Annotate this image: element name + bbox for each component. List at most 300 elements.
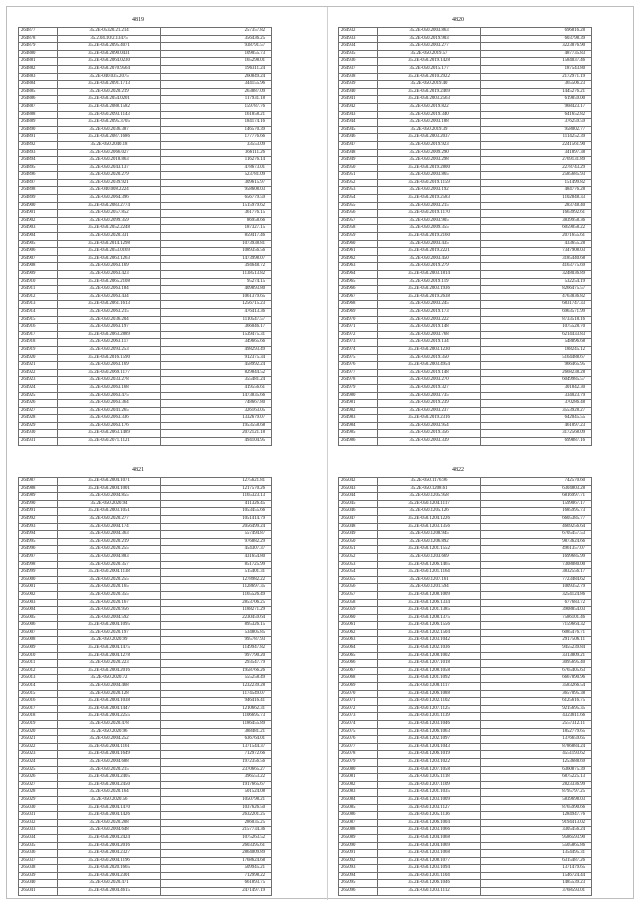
table-row (339, 73, 592, 81)
table-row (339, 698, 592, 706)
code-cell: 35.2E-050.2093.1143 (58, 111, 161, 119)
code-cell: 35.2E-050.2004.648 (58, 827, 161, 835)
code-cell: 35.2E-050.2019.350 (378, 354, 481, 362)
row-id-cell: 264967 (339, 293, 378, 301)
code-cell: 35.2E-050.2099.359 (58, 217, 161, 225)
code-cell: 35.2E-050.2019.134 (378, 339, 481, 347)
row-id-cell: 265046 (339, 508, 378, 516)
amount-cell: 3657095.38 (481, 690, 592, 698)
row-id-cell: 265010 (19, 652, 58, 660)
amount-cell: 1089356.56 (161, 248, 272, 256)
table-row (19, 629, 272, 637)
row-id-cell: 265018 (19, 713, 58, 721)
row-id-cell: 265068 (339, 675, 378, 683)
row-id-cell: 265061 (339, 622, 378, 630)
code-cell: 35.2E-050.2003.768 (378, 331, 481, 339)
table-row (339, 781, 592, 789)
code-cell: 35.2E-050.2020.478 (58, 721, 161, 729)
table-row (19, 400, 272, 408)
table-row (339, 872, 592, 880)
table-row (339, 478, 592, 486)
code-cell: 35.2E-050.2019.356 (378, 430, 481, 438)
amount-cell: 6605385.77 (481, 515, 592, 523)
code-cell: 35.2E-050.2020.99 (58, 637, 161, 645)
row-id-cell: 265067 (339, 667, 378, 675)
code-cell: 35.2E-050.2004.2424 (58, 834, 161, 842)
amount-cell: 283748.40 (481, 202, 592, 210)
code-cell: 35.2E-050.2004.1196 (58, 857, 161, 865)
amount-cell: 4669256.64 (481, 523, 592, 531)
amount-cell: 1546724.44 (481, 872, 592, 880)
table-row (19, 354, 272, 362)
code-cell: 35.2E-050.2020.215 (58, 766, 161, 774)
table-row (19, 789, 272, 797)
amount-cell: 2603395.61 (161, 842, 272, 850)
table-row (19, 812, 272, 820)
table-row (339, 645, 592, 653)
table-row (339, 523, 592, 531)
table-panel-2 (338, 16, 585, 446)
amount-cell: 2668238.28 (481, 369, 592, 377)
row-id-cell: 265044 (339, 493, 378, 501)
code-cell: 35.2E-050.1202.1504 (378, 629, 481, 637)
amount-cell: 6963571.99 (481, 308, 592, 316)
table-row (19, 508, 272, 516)
row-id-cell: 264970 (339, 316, 378, 324)
table-row (19, 736, 272, 744)
row-id-cell: 264939 (339, 81, 378, 89)
amount-cell: 6214433.83 (481, 331, 592, 339)
row-id-cell: 264989 (19, 493, 58, 501)
amount-cell: 1663992.61 (481, 210, 592, 218)
amount-cell: 6059058.22 (481, 225, 592, 233)
table-row (19, 546, 272, 554)
code-cell: 35.2E-050.2019.2160 (378, 233, 481, 241)
amount-cell: 1332679.07 (161, 415, 272, 423)
code-cell: 35.2E-050.2020.94 (58, 500, 161, 508)
row-id-cell: 264943 (339, 111, 378, 119)
table-row (339, 842, 592, 850)
row-id-cell: 264916 (19, 324, 58, 332)
row-id-cell: 265032 (19, 819, 58, 827)
table-row (339, 172, 592, 180)
amount-cell: 1485539.23 (481, 880, 592, 888)
row-id-cell: 264938 (339, 73, 378, 81)
code-cell: 35.2E-050.2061.1613 (58, 301, 161, 309)
code-cell: 35.2E-050.2019.2316 (378, 415, 481, 423)
amount-cell: 366046.17 (161, 324, 272, 332)
row-id-cell: 265059 (339, 607, 378, 615)
amount-cell: 349665.66 (161, 339, 272, 347)
code-cell: 35.2E-050.2003.1814 (378, 271, 481, 279)
amount-cell: 1515979.62 (161, 202, 272, 210)
row-id-cell: 264918 (19, 339, 58, 347)
table-row (19, 781, 272, 789)
table-row (19, 377, 272, 385)
row-id-cell: 265075 (339, 728, 378, 736)
code-cell: 35.2E-050.1201.1385 (378, 607, 481, 615)
table-row (339, 561, 592, 569)
table-row (339, 796, 592, 804)
table-row (339, 286, 592, 294)
table-row (19, 362, 272, 370)
table-row (339, 766, 592, 774)
row-id-cell: 265028 (19, 789, 58, 797)
row-id-cell: 265096 (339, 888, 378, 896)
code-cell: 35.2E-050.2003.865 (378, 172, 481, 180)
row-id-cell: 264934 (339, 43, 378, 51)
table-row (19, 149, 272, 157)
amount-cell: 188245.12 (481, 346, 592, 354)
amount-cell: 1539475.31 (161, 331, 272, 339)
table-row (19, 842, 272, 850)
amount-cell: 3768593.01 (481, 888, 592, 896)
amount-cell: 1958766.26 (161, 667, 272, 675)
table-row (339, 377, 592, 385)
row-id-cell: 265037 (19, 857, 58, 865)
row-id-cell: 264984 (339, 422, 378, 430)
row-id-cell: 265078 (339, 751, 378, 759)
amount-cell: 1232239.28 (161, 683, 272, 691)
code-cell: 35.2E-050.2004.2327 (58, 850, 161, 858)
amount-cell: 603798.39 (481, 35, 592, 43)
amount-cell: 334023.79 (481, 392, 592, 400)
code-cell: 35.2E-050.1206.1063 (378, 728, 481, 736)
code-cell: 35.2E-050.2019.57 (378, 50, 481, 58)
row-id-cell: 265057 (339, 591, 378, 599)
row-id-cell: 265039 (19, 872, 58, 880)
code-cell: 35.2E-050.1207.1125 (378, 705, 481, 713)
row-id-cell: 264947 (339, 141, 378, 149)
code-cell: 35.2E-050.2063.169 (58, 362, 161, 370)
row-id-cell: 264880 (19, 50, 58, 58)
row-id-cell: 264959 (339, 233, 378, 241)
code-cell: 35.2E-050.2009.290 (378, 149, 481, 157)
amount-cell: 6667890.96 (481, 675, 592, 683)
table-row (339, 354, 592, 362)
table-row (339, 301, 592, 309)
row-id-cell: 264893 (19, 149, 58, 157)
code-cell: 35.2E-050.2039.921 (58, 179, 161, 187)
row-id-cell: 264971 (339, 324, 378, 332)
table-row (339, 35, 592, 43)
code-cell: 35.2E-050.2052.2248 (58, 225, 161, 233)
data-table (18, 27, 272, 446)
amount-cell: 5505865.86 (481, 842, 592, 850)
row-id-cell: 265023 (19, 751, 58, 759)
amount-cell: 3553928.27 (481, 407, 592, 415)
code-cell: 35.2E-050.2004.1161 (58, 743, 161, 751)
amount-cell: 1165526.49 (161, 591, 272, 599)
table-row (339, 774, 592, 782)
table-row (339, 308, 592, 316)
amount-cell: 532254.19 (481, 278, 592, 286)
row-id-cell: 264952 (339, 179, 378, 187)
amount-cell: 995787.93 (161, 637, 272, 645)
amount-cell: 431654.80 (161, 553, 272, 561)
row-id-cell: 265062 (339, 629, 378, 637)
table-row (339, 240, 592, 248)
row-id-cell: 265013 (19, 675, 58, 683)
code-cell: 35.2E-050.2003.298 (378, 157, 481, 165)
row-id-cell: 264892 (19, 141, 58, 149)
row-id-cell: 264935 (339, 50, 378, 58)
table-row (19, 43, 272, 51)
table-row (339, 65, 592, 73)
table-row (19, 553, 272, 561)
row-id-cell: 265049 (339, 531, 378, 539)
amount-cell: 7723484.62 (481, 576, 592, 584)
table-row (339, 126, 592, 134)
amount-cell: 1284947.76 (481, 812, 592, 820)
row-id-cell: 265014 (19, 683, 58, 691)
code-cell: 35.2E-050.2093.253 (58, 346, 161, 354)
amount-cell: 476413.36 (161, 308, 272, 316)
row-id-cell: 265033 (19, 827, 58, 835)
code-cell: 35.2E-050.2020.255 (58, 576, 161, 584)
table-row (339, 111, 592, 119)
row-id-cell: 265005 (19, 614, 58, 622)
code-cell: 35.2E-050.2019.279 (378, 263, 481, 271)
row-id-cell: 264972 (339, 331, 378, 339)
row-id-cell: 265025 (19, 766, 58, 774)
row-id-cell: 264912 (19, 293, 58, 301)
code-cell: 35.2E-050.1204.1069 (378, 842, 481, 850)
code-cell: 35.2E-040.008.2224 (58, 187, 161, 195)
table-row (19, 430, 272, 438)
amount-cell: 555258.49 (161, 675, 272, 683)
amount-cell: 9194413.02 (481, 819, 592, 827)
row-id-cell: 265053 (339, 561, 378, 569)
row-id-cell: 264957 (339, 217, 378, 225)
row-id-cell: 264891 (19, 134, 58, 142)
code-cell: 35.2E-050.2020.167 (58, 599, 161, 607)
amount-cell: 2769131.89 (481, 157, 592, 165)
table-row (19, 705, 272, 713)
row-id-cell: 265071 (339, 698, 378, 706)
code-cell: 35.2E-050.2063.2889 (58, 331, 161, 339)
table-row (19, 407, 272, 415)
row-id-cell: 265007 (19, 629, 58, 637)
table-row (19, 721, 272, 729)
table-row (19, 384, 272, 392)
code-cell: 35.2E-050.2091.1713 (58, 81, 161, 89)
row-id-cell: 264994 (19, 531, 58, 539)
table-row (19, 240, 272, 248)
code-cell: 35.2E-050.2071.1121 (58, 438, 161, 446)
code-cell: 35.2E-050.1208.61 (378, 485, 481, 493)
code-cell: 35.2E-050.2003.4954 (378, 362, 481, 370)
amount-cell: 478673.01 (161, 164, 272, 172)
table-row (19, 599, 272, 607)
row-id-cell: 265050 (339, 538, 378, 546)
amount-cell: 1051414.79 (161, 515, 272, 523)
amount-cell: 2072121.18 (161, 430, 272, 438)
table-row (19, 263, 272, 271)
row-id-cell: 264945 (339, 126, 378, 134)
table-row (19, 865, 272, 873)
code-cell: 35.2E-050.2020.96 (58, 728, 161, 736)
row-id-cell: 265016 (19, 698, 58, 706)
code-cell: 35.2E-050.1201.1139 (378, 713, 481, 721)
code-cell: 35.2E-050.2016.1590 (58, 354, 161, 362)
row-id-cell: 264930 (19, 430, 58, 438)
amount-cell: 6831747.33 (481, 301, 592, 309)
code-cell: 35.2E-050.1176.96 (378, 478, 481, 486)
amount-cell: 8266475.57 (481, 286, 592, 294)
amount-cell: 6315487.26 (481, 857, 592, 865)
row-id-cell: 264991 (19, 508, 58, 516)
amount-cell: 3313809.21 (481, 652, 592, 660)
table-row (19, 422, 272, 430)
amount-cell: 484776.28 (481, 187, 592, 195)
code-cell: 35.2E-050.1208.1375 (378, 614, 481, 622)
table-row (19, 88, 272, 96)
table-row (19, 493, 272, 501)
table-row (339, 865, 592, 873)
code-cell: 35.2E-050.2003.192 (378, 187, 481, 195)
table-row (339, 384, 592, 392)
table-row (339, 827, 592, 835)
table-row (339, 675, 592, 683)
amount-cell: 2172971.19 (481, 73, 592, 81)
code-cell: 35.2E-050.2003.339 (378, 438, 481, 446)
code-cell: 35.2E-050.2020.56 (58, 796, 161, 804)
amount-cell: 6085476.71 (481, 629, 592, 637)
table-row (19, 827, 272, 835)
amount-cell: 1473835.66 (161, 392, 272, 400)
amount-cell: 396553.22 (161, 774, 272, 782)
amount-cell: 912375.34 (161, 354, 272, 362)
row-id-cell: 264911 (19, 286, 58, 294)
row-id-cell: 265048 (339, 523, 378, 531)
code-cell: 35.2E-050.2020.164 (58, 789, 161, 797)
row-id-cell: 264929 (19, 422, 58, 430)
code-cell: 35.2E-050.2036.387 (58, 126, 161, 134)
row-id-cell: 264877 (19, 28, 58, 36)
amount-cell: 1584037.46 (481, 58, 592, 66)
row-id-cell: 264909 (19, 271, 58, 279)
code-cell: 35.2E-050.2003.2037 (378, 134, 481, 142)
row-id-cell: 265083 (339, 789, 378, 797)
table-row (339, 789, 592, 797)
code-cell: 35.2E-050.1207.1109 (378, 781, 481, 789)
row-id-cell: 264903 (19, 225, 58, 233)
amount-cell: 487735.83 (481, 50, 592, 58)
amount-cell: 355481.24 (161, 377, 272, 385)
code-cell: 35.2E-050.2004.252 (58, 736, 161, 744)
table-row (19, 857, 272, 865)
table-row (19, 683, 272, 691)
amount-cell: 9455239.84 (481, 645, 592, 653)
row-id-cell: 264996 (19, 546, 58, 554)
code-cell: 35.2E-050.1204.1117 (378, 500, 481, 508)
amount-cell: 8786884.24 (481, 743, 592, 751)
amount-cell: 1210662.31 (161, 705, 272, 713)
code-cell: 35.2E-050.1203.1356 (378, 523, 481, 531)
row-id-cell: 264949 (339, 157, 378, 165)
row-id-cell: 264980 (339, 392, 378, 400)
code-cell: 35.2E-050.1202.1097 (378, 736, 481, 744)
amount-cell: 2241561.90 (481, 141, 592, 149)
table-row (19, 538, 272, 546)
amount-cell: 1473998.07 (161, 255, 272, 263)
code-cell: 35.2E-050.1204.1068 (378, 834, 481, 842)
amount-cell: 6125616.75 (481, 698, 592, 706)
row-id-cell: 265026 (19, 774, 58, 782)
amount-cell: 2230459.64 (161, 614, 272, 622)
table-row (339, 819, 592, 827)
panel-title: 4822 (452, 467, 464, 473)
table-panel-4 (338, 466, 585, 896)
amount-cell: 6304803.28 (481, 485, 592, 493)
table-row (339, 804, 592, 812)
row-id-cell: 265038 (19, 865, 58, 873)
amount-cell: 958608.03 (161, 187, 272, 195)
code-cell: 35.2E-050.1201.1035 (378, 789, 481, 797)
code-cell: 35.2E-050.2020.223 (58, 660, 161, 668)
table-row (339, 96, 592, 104)
amount-cell: 534805.85 (161, 629, 272, 637)
amount-cell: 938791.57 (161, 43, 272, 51)
table-row (339, 316, 592, 324)
code-cell: 35.2E-050.2003.954 (378, 422, 481, 430)
table-row (19, 872, 272, 880)
table-row (19, 584, 272, 592)
amount-cell: 6049985.57 (481, 377, 592, 385)
code-cell: 35.2E-050.1206.1019 (378, 751, 481, 759)
code-cell: 35.2E-050.2019.2469 (378, 88, 481, 96)
code-cell: 35.2E-050.2014.1298 (58, 240, 161, 248)
table-row (339, 103, 592, 111)
amount-cell: 1149947.82 (161, 645, 272, 653)
row-id-cell: 265002 (19, 591, 58, 599)
amount-cell: 619859.00 (481, 96, 592, 104)
code-cell: 35.2E-050.1205.1136 (378, 812, 481, 820)
table-row (19, 515, 272, 523)
code-cell: 35.2E-050.1204.1226 (378, 515, 481, 523)
amount-cell: 3839958.36 (481, 217, 592, 225)
code-cell: 35.2E-050.2019.173 (378, 308, 481, 316)
amount-cell: 2278743.29 (481, 164, 592, 172)
table-row (339, 263, 592, 271)
row-id-cell: 264920 (19, 354, 58, 362)
row-id-cell: 264974 (339, 346, 378, 354)
table-row (339, 278, 592, 286)
amount-cell: 263887.09 (161, 88, 272, 96)
row-id-cell: 264901 (19, 210, 58, 218)
row-id-cell: 264985 (339, 430, 378, 438)
amount-cell: 3172568.09 (481, 430, 592, 438)
table-row (339, 362, 592, 370)
amount-cell: 557494.87 (161, 531, 272, 539)
amount-cell: 3832556.17 (481, 569, 592, 577)
code-cell: 35.2E-050.2003.277 (378, 43, 481, 51)
table-row (339, 369, 592, 377)
row-id-cell: 264979 (339, 384, 378, 392)
amount-cell: 1376659.65 (481, 736, 592, 744)
amount-cell: 1102848.33 (481, 195, 592, 203)
row-id-cell: 264913 (19, 301, 58, 309)
table-row (339, 339, 592, 347)
amount-cell: 1188271.29 (161, 607, 272, 615)
amount-cell: 187543.80 (481, 65, 592, 73)
row-id-cell: 265064 (339, 645, 378, 653)
row-id-cell: 265003 (19, 599, 58, 607)
code-cell: 35.2E-050.2004.1001 (58, 485, 161, 493)
row-id-cell: 264879 (19, 43, 58, 51)
code-cell: 35.2E-050.2019.2221 (378, 248, 481, 256)
